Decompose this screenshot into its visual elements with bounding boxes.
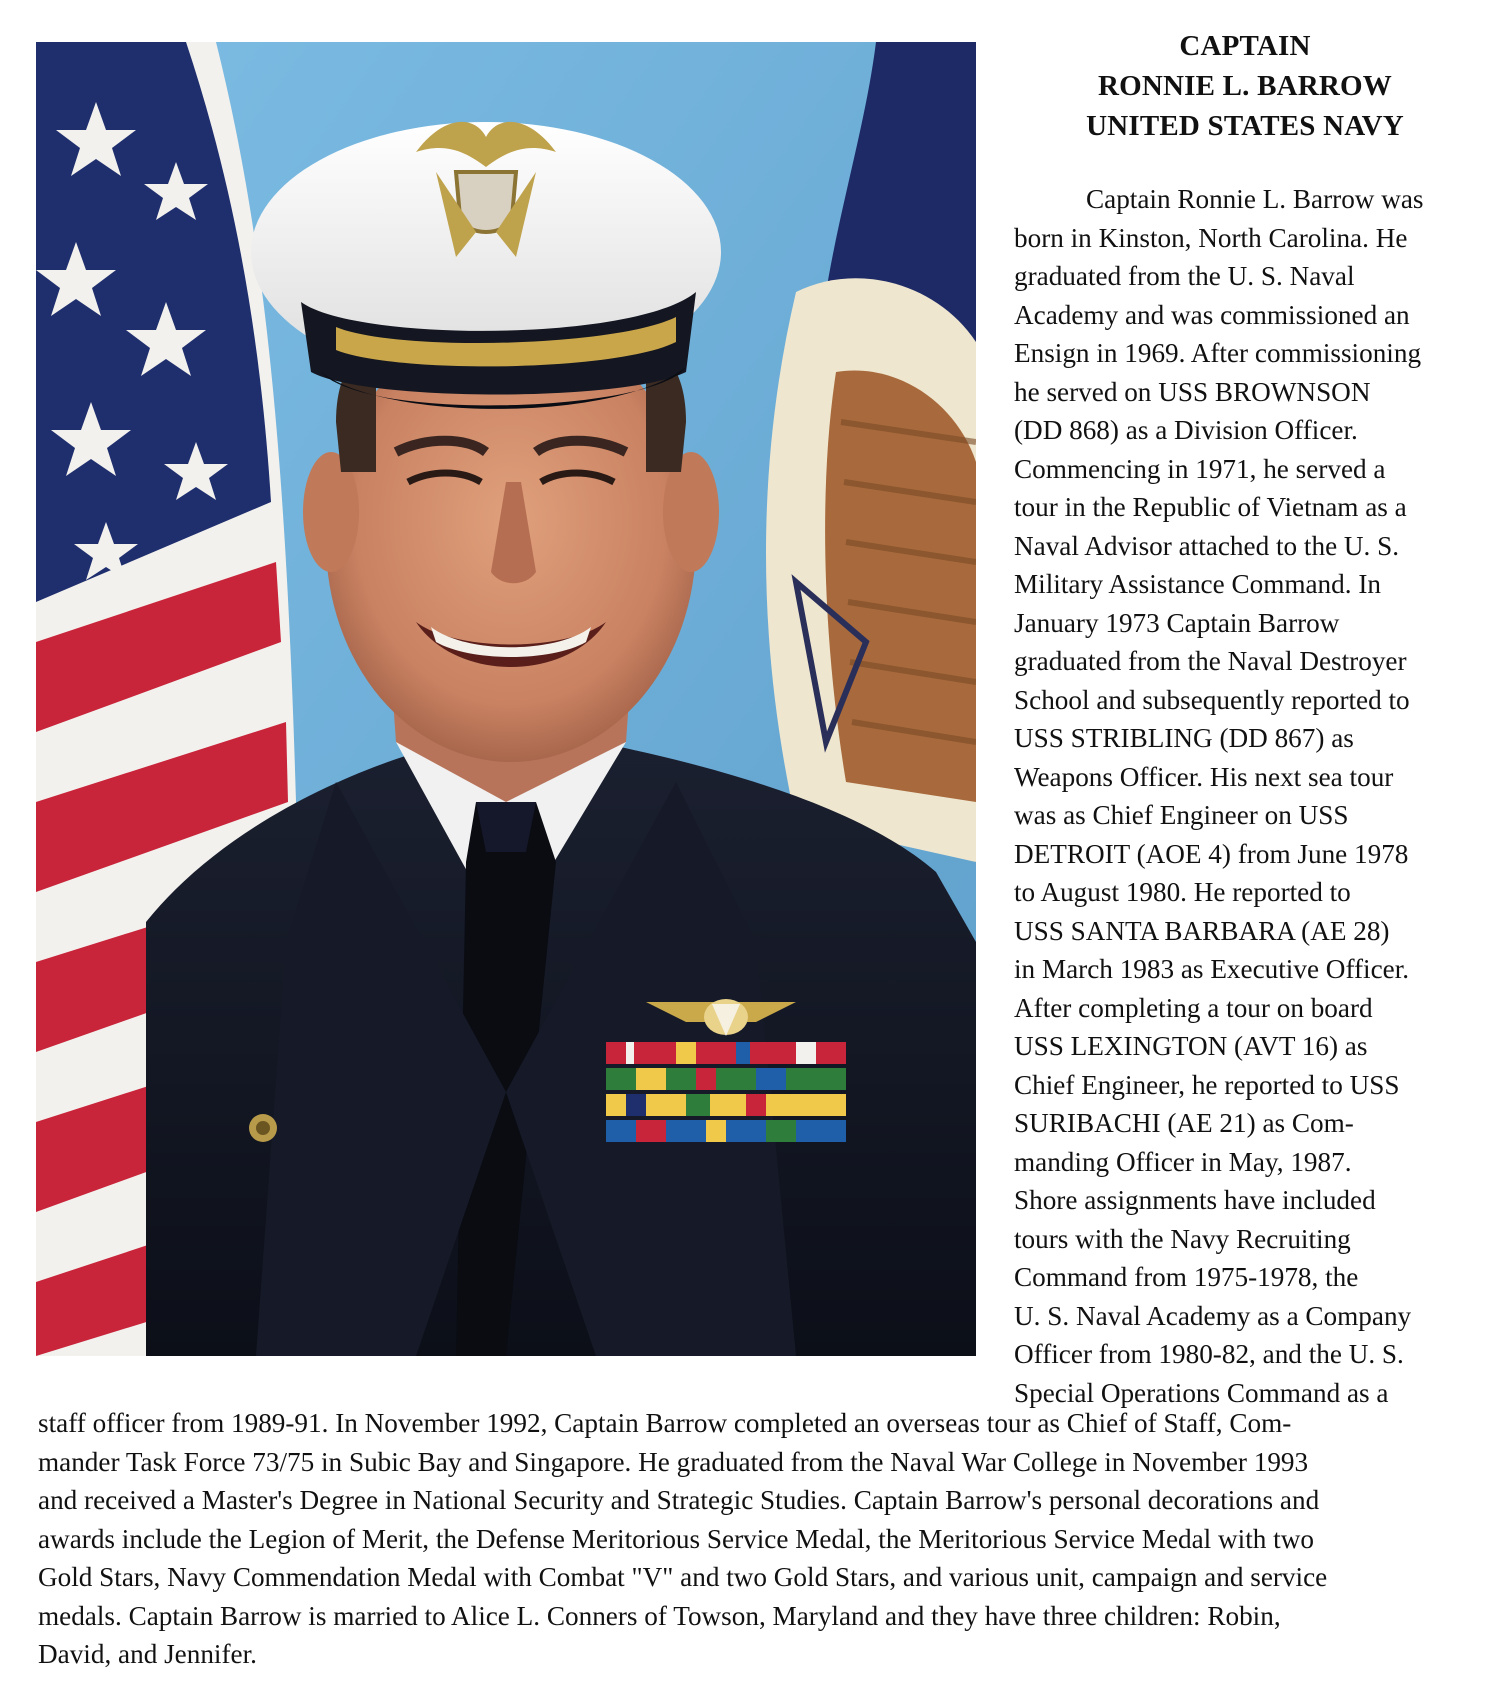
- bio-wide-line: and received a Master's Degree in National Security and Strategic Studies. Captain Barrow's personal decorations and: [38, 1485, 1320, 1515]
- bio-line: Naval Advisor attached to the U. S.: [1014, 530, 1400, 561]
- rank-title: CAPTAIN: [1179, 30, 1311, 62]
- bio-line: manding Officer in May, 1987.: [1014, 1146, 1352, 1177]
- bio-line: USS STRIBLING (DD 867) as: [1014, 723, 1354, 753]
- bio-line: School and subsequently reported to: [1014, 684, 1410, 715]
- bio-line: USS SANTA BARBARA (AE 28): [1014, 915, 1390, 946]
- bio-line: tours with the Navy Recruiting: [1014, 1223, 1351, 1254]
- bio-line: SURIBACHI (AE 21) as Com-: [1014, 1108, 1354, 1138]
- service-branch: UNITED STATES NAVY: [1086, 110, 1404, 142]
- bio-line: January 1973 Captain Barrow: [1014, 607, 1340, 638]
- bio-line: U. S. Naval Academy as a Company: [1014, 1300, 1412, 1331]
- bio-line: Special Operations Command as a: [1014, 1377, 1389, 1408]
- bio-line: Academy and was commissioned an: [1014, 299, 1410, 330]
- portrait-illustration: [36, 42, 976, 1356]
- officer-name: RONNIE L. BARROW: [1097, 70, 1393, 102]
- bio-wide-line: staff officer from 1989-91. In November 1992, Captain Barrow completed an overseas tour as Chief of Staff, Com-: [38, 1408, 1292, 1438]
- bio-line: Weapons Officer. His next sea tour: [1014, 761, 1394, 792]
- bio-line: graduated from the Naval Destroyer: [1014, 646, 1407, 676]
- bio-line: graduated from the U. S. Naval: [1014, 261, 1355, 291]
- biography-column: [1014, 180, 1500, 1412]
- bio-line: in March 1983 as Executive Officer.: [1014, 954, 1410, 984]
- bio-line: Captain Ronnie L. Barrow was: [1086, 184, 1424, 214]
- bio-line: (DD 868) as a Division Officer.: [1014, 415, 1358, 445]
- bio-line: After completing a tour on board: [1014, 992, 1373, 1023]
- bio-line: Shore assignments have included: [1014, 1185, 1376, 1215]
- portrait-photo: [36, 42, 976, 1356]
- bio-line: was as Chief Engineer on USS: [1014, 800, 1349, 830]
- bio-line: USS LEXINGTON (AVT 16) as: [1014, 1031, 1368, 1061]
- title-block: [1010, 26, 1480, 146]
- bio-wide-line: medals. Captain Barrow is married to Alice L. Conners of Towson, Maryland and they have three children: Robin,: [38, 1600, 1281, 1631]
- bio-wide-line: Gold Stars, Navy Commendation Medal with Combat "V" and two Gold Stars, and various unit, campaign and service: [38, 1562, 1328, 1592]
- bio-wide-line: David, and Jennifer.: [38, 1639, 257, 1669]
- bio-wide-line: awards include the Legion of Merit, the Defense Meritorious Service Medal, the Meritorious Service Medal with two: [38, 1523, 1314, 1554]
- bio-line: Military Assistance Command. In: [1014, 569, 1381, 599]
- biography-continuation: [38, 1404, 1500, 1674]
- bio-line: Ensign in 1969. After commissioning: [1014, 338, 1422, 368]
- bio-line: DETROIT (AOE 4) from June 1978: [1014, 838, 1409, 869]
- bio-line: Chief Engineer, he reported to USS: [1014, 1069, 1400, 1100]
- bio-line: born in Kinston, North Carolina. He: [1014, 222, 1408, 253]
- bio-line: to August 1980. He reported to: [1014, 877, 1351, 907]
- bio-wide-line: mander Task Force 73/75 in Subic Bay and Singapore. He graduated from the Naval War College in November 1993: [38, 1446, 1309, 1477]
- bio-line: Officer from 1980-82, and the U. S.: [1014, 1339, 1404, 1369]
- bio-line: Command from 1975-1978, the: [1014, 1262, 1359, 1292]
- bio-line: Commencing in 1971, he served a: [1014, 453, 1386, 484]
- bio-line: tour in the Republic of Vietnam as a: [1014, 492, 1407, 522]
- bio-line: he served on USS BROWNSON: [1014, 376, 1371, 407]
